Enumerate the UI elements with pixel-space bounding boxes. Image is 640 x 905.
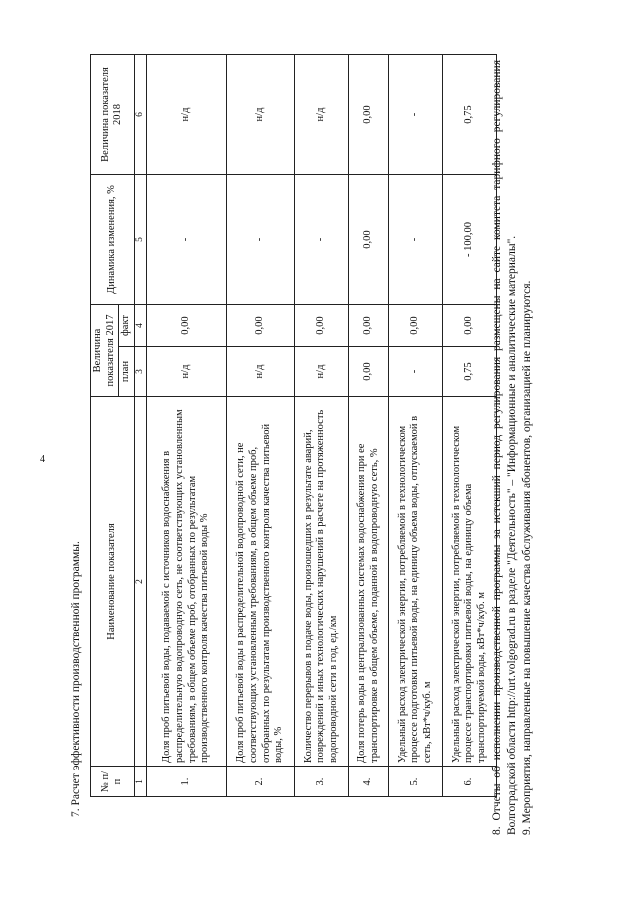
row-number: 1. — [147, 767, 227, 797]
note-8: 8. Отчеты об исполнении производственной программы за истекший период регулирования размещены на сайте комитета тарифного регулирования Волгоградской области http://urt.volgograd.ru в разделе "Деятельность" – "Информационные и аналитические материалы". — [491, 60, 518, 835]
fact-value: 0,00 — [349, 305, 389, 347]
value-2018: 0,75 — [443, 55, 497, 175]
value-2018: 0,00 — [349, 55, 389, 175]
dynamics-value: - — [295, 175, 349, 305]
header-num: № п/п — [91, 767, 135, 797]
indicator-name: Доля проб питьевой воды, подаваемой с источников водоснабжения в распределительную водопроводную сеть, не соответствующих установленным требованиям, в общем объеме проб, отобранных по результатам производственного контроля качества питьевой воды % — [147, 397, 227, 767]
column-number: 4 — [134, 305, 146, 347]
column-number: 3 — [134, 347, 146, 397]
table-row — [295, 55, 349, 797]
efficiency-table — [90, 54, 497, 797]
value-2018: н/д — [295, 55, 349, 175]
indicator-name: Количество перерывов в подаче воды, произошедших в результате аварий, повреждений и иных технологических нарушений в расчете на протяженность водопроводной сети в год, ед./км — [295, 397, 349, 767]
plan-value: н/д — [295, 347, 349, 397]
header-fact: факт — [119, 305, 135, 347]
row-number: 4. — [349, 767, 389, 797]
indicator-name: Доля потерь воды в централизованных системах водоснабжения при ее транспортировке в общем объеме, поданной в водопроводную сеть, % — [349, 397, 389, 767]
row-number: 5. — [389, 767, 443, 797]
value-2018: - — [389, 55, 443, 175]
table-row — [349, 55, 389, 797]
plan-value: 0,00 — [349, 347, 389, 397]
fact-value: 0,00 — [389, 305, 443, 347]
plan-value: 0,75 — [443, 347, 497, 397]
note-9: 9. Мероприятия, направленные на повышение качества обслуживания абонентов, организацией не планируются. — [520, 280, 533, 835]
plan-value: - — [389, 347, 443, 397]
indicator-name: Удельный расход электрической энергии, потребляемой в технологическом процессе подготовки питьевой воды, на единицу объема воды, отпускаемой в сеть, кВт*ч/куб. м — [389, 397, 443, 767]
table-row — [443, 55, 497, 797]
header-value-2018: Величина показателя 2018 — [91, 55, 135, 175]
table-row — [147, 55, 227, 797]
page-number: 4 — [40, 454, 45, 465]
header-plan: план — [119, 347, 135, 397]
column-number: 5 — [134, 175, 146, 305]
fact-value: 0,00 — [443, 305, 497, 347]
indicator-name: Доля проб питьевой воды в распределительной водопроводной сети, не соответствующих установленным требованиям, в общем объеме проб, отобранных по результатам производственного контроля качества питьевой воды, % — [227, 397, 295, 767]
notes — [490, 60, 535, 835]
row-number: 6. — [443, 767, 497, 797]
header-dynamics: Динамика изменения, % — [91, 175, 135, 305]
column-number: 2 — [134, 397, 146, 767]
header-value-2017: Величина показателя 2017 — [91, 305, 119, 397]
fact-value: 0,00 — [227, 305, 295, 347]
plan-value: н/д — [227, 347, 295, 397]
section-title: 7. Расчет эффективности производственной программы. — [70, 541, 82, 817]
column-number: 1 — [134, 767, 146, 797]
value-2018: н/д — [227, 55, 295, 175]
fact-value: 0,00 — [147, 305, 227, 347]
indicator-name: Удельный расход электрической энергии, потребляемой в технологическом процессе транспортировки питьевой воды, на единицу объема транспортируемой воды, кВт*ч/куб. м — [443, 397, 497, 767]
row-number: 3. — [295, 767, 349, 797]
dynamics-value: - 100,00 — [443, 175, 497, 305]
fact-value: 0,00 — [295, 305, 349, 347]
row-number: 2. — [227, 767, 295, 797]
dynamics-value: - — [389, 175, 443, 305]
dynamics-value: - — [147, 175, 227, 305]
table-row — [227, 55, 295, 797]
dynamics-value: 0,00 — [349, 175, 389, 305]
dynamics-value: - — [227, 175, 295, 305]
plan-value: н/д — [147, 347, 227, 397]
value-2018: н/д — [147, 55, 227, 175]
column-number: 6 — [134, 55, 146, 175]
table-row — [389, 55, 443, 797]
header-name: Наименование показателя — [91, 397, 135, 767]
